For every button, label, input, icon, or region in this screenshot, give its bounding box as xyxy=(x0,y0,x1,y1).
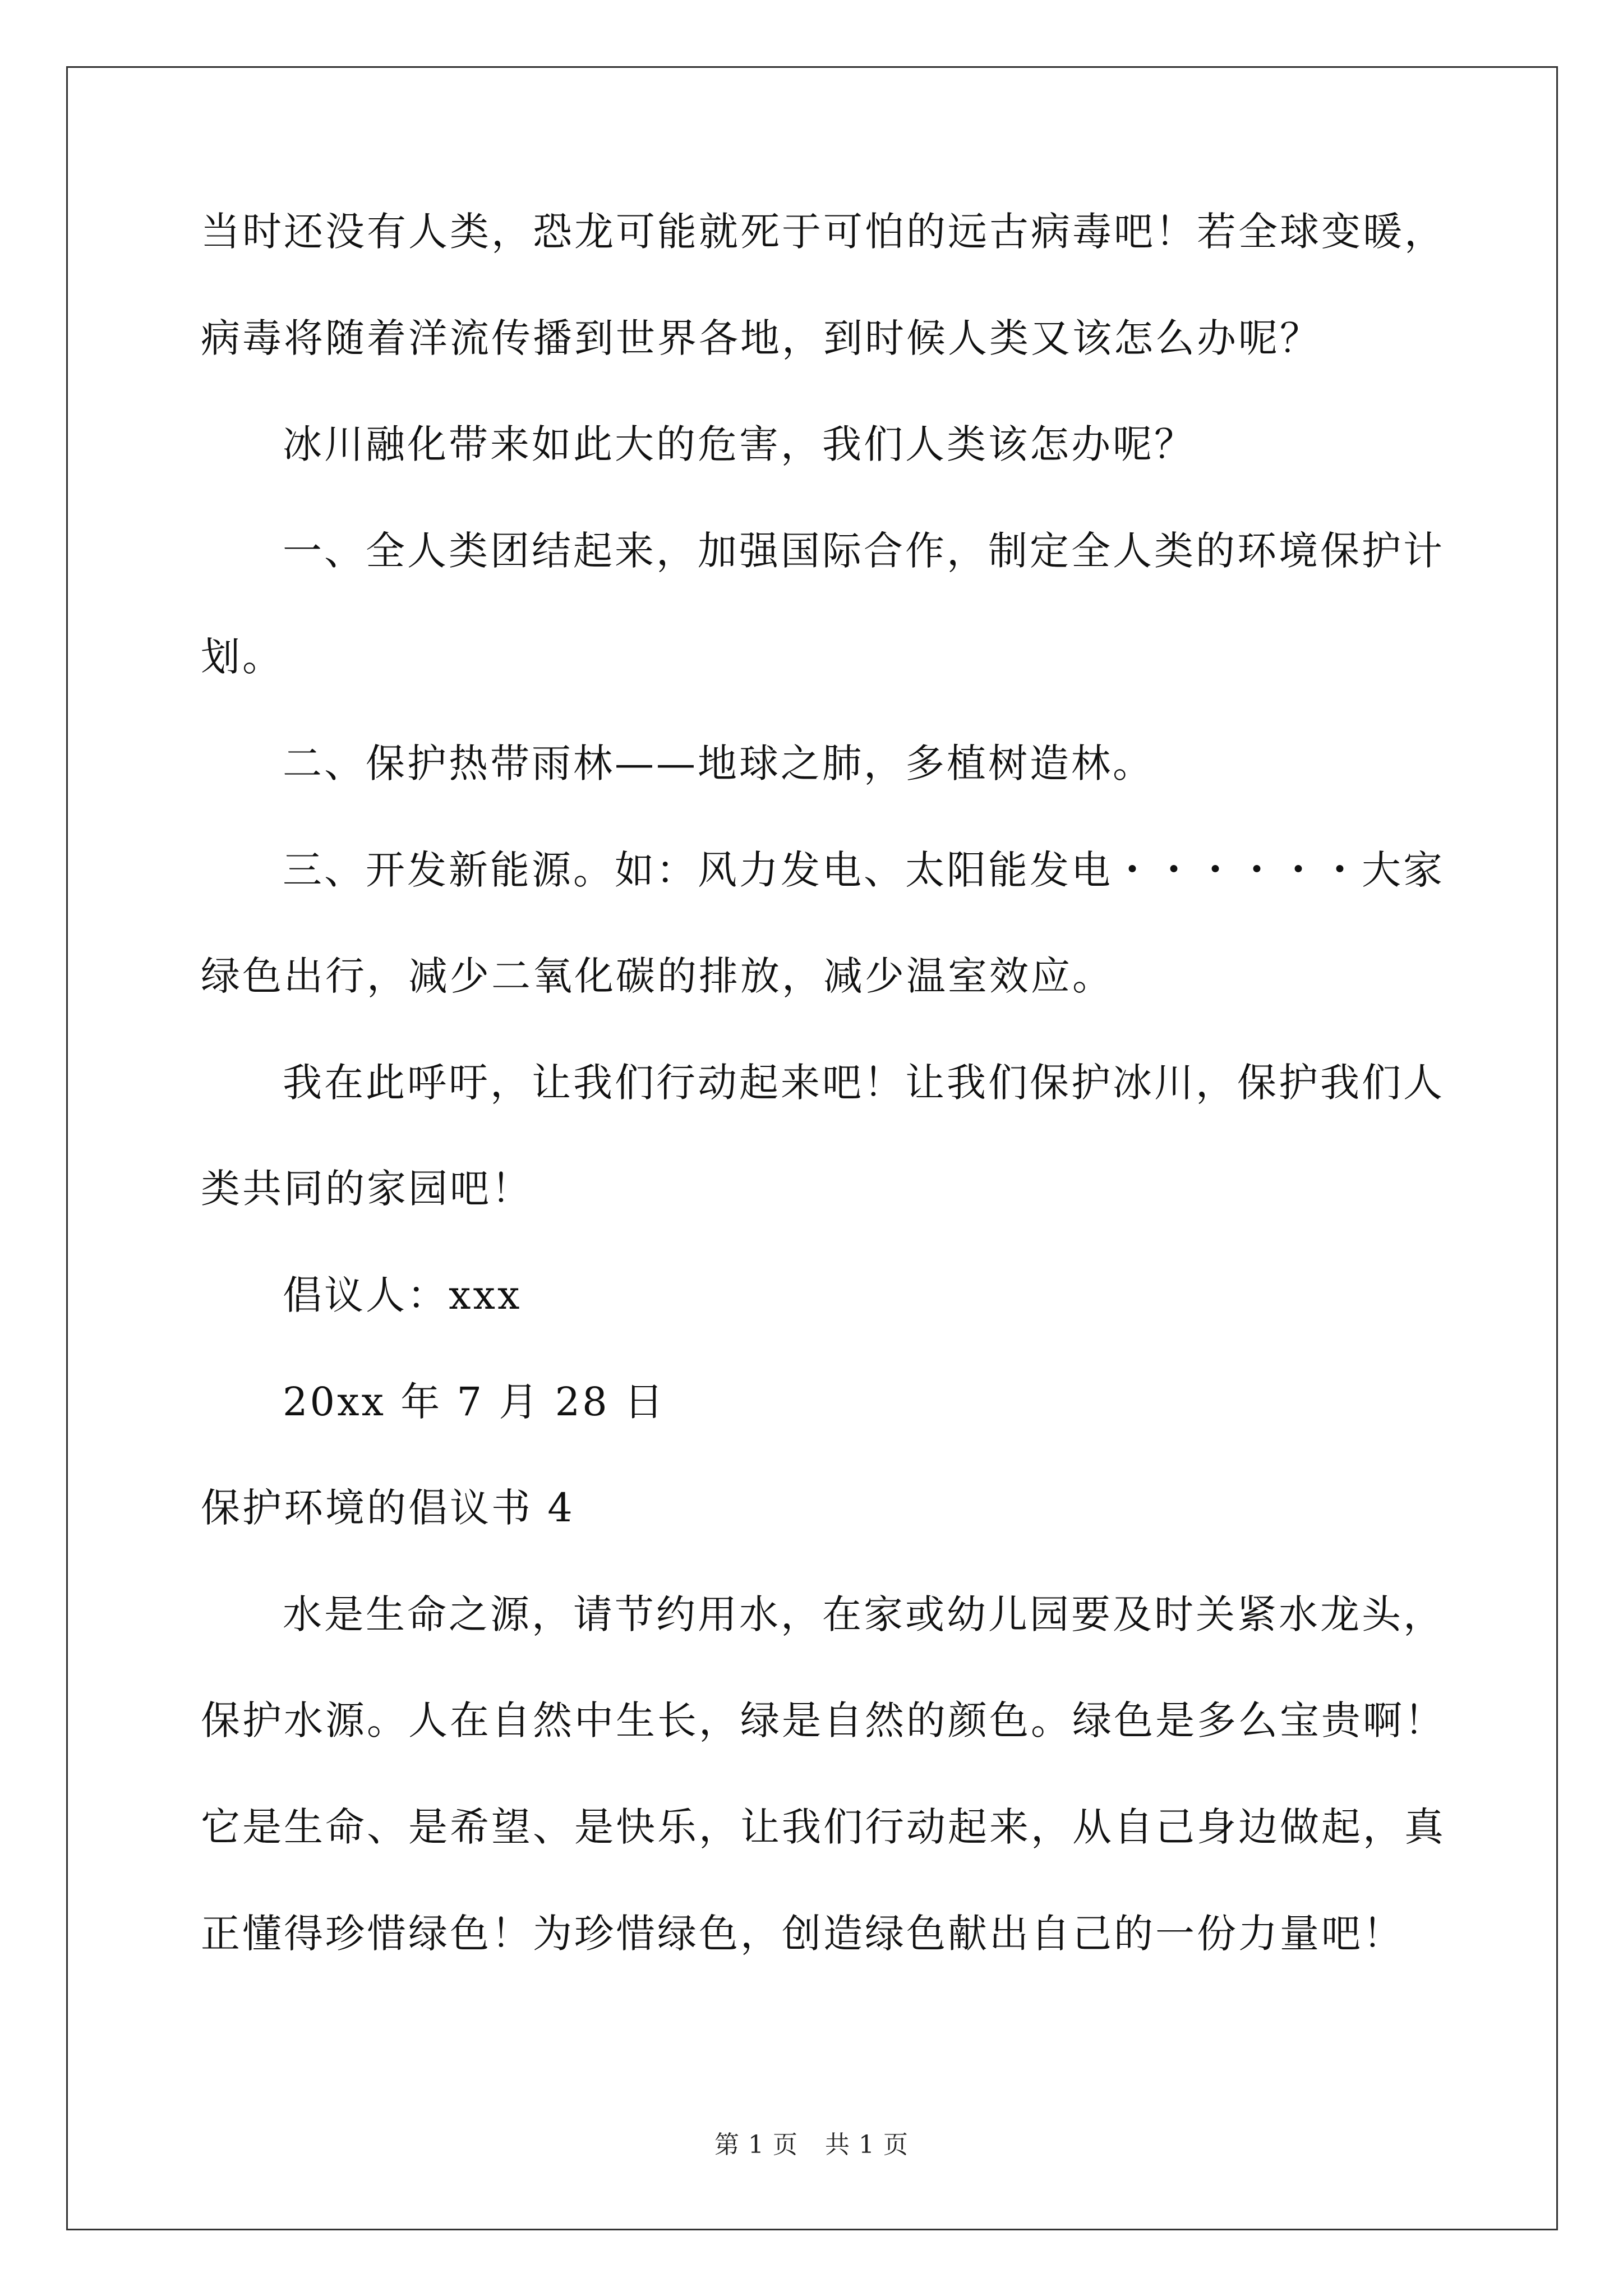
text-line-15: 保护水源。人在自然中生长，绿是自然的颜色。绿色是多么宝贵啊！ xyxy=(201,1697,1446,1744)
text-line-7: 三、开发新能源。如：风力发电、太阳能发电・・・・・・大家 xyxy=(283,846,1445,893)
text-line-2: 病毒将随着洋流传播到世界各地，到时候人类又该怎么办呢？ xyxy=(201,315,1321,361)
signatory-line: 倡议人：xxx xyxy=(283,1272,522,1318)
section-title: 保护环境的倡议书 4 xyxy=(201,1485,575,1531)
page-number-total: 共 1 页 xyxy=(825,2131,909,2159)
text-line-14: 水是生命之源，请节约用水，在家或幼儿园要及时关紧水龙头， xyxy=(283,1591,1445,1637)
text-line-5: 划。 xyxy=(201,634,284,680)
page-number-current: 第 1 页 xyxy=(714,2131,798,2159)
text-line-16: 它是生命、是希望、是快乐，让我们行动起来，从自己身边做起，真 xyxy=(201,1803,1446,1850)
text-line-4: 一、全人类团结起来，加强国际合作，制定全人类的环境保护计 xyxy=(283,527,1445,574)
text-line-9: 我在此呼吁，让我们行动起来吧！让我们保护冰川，保护我们人 xyxy=(283,1059,1445,1106)
text-line-3: 冰川融化带来如此大的危害，我们人类该怎办呢？ xyxy=(283,421,1196,468)
text-line-8: 绿色出行，减少二氧化碳的排放，减少温室效应。 xyxy=(201,953,1114,1000)
date-line: 20xx 年 7 月 28 日 xyxy=(283,1378,666,1425)
text-line-17: 正懂得珍惜绿色！为珍惜绿色，创造绿色献出自己的一份力量吧！ xyxy=(201,1910,1404,1957)
text-line-1: 当时还没有人类，恐龙可能就死于可怕的远古病毒吧！若全球变暖， xyxy=(201,209,1446,255)
text-line-6: 二、保护热带雨林——地球之肺，多植树造林。 xyxy=(283,740,1154,786)
page-footer xyxy=(0,2133,1623,2157)
document-body xyxy=(201,209,1446,2020)
text-line-10: 类共同的家园吧！ xyxy=(201,1166,533,1212)
